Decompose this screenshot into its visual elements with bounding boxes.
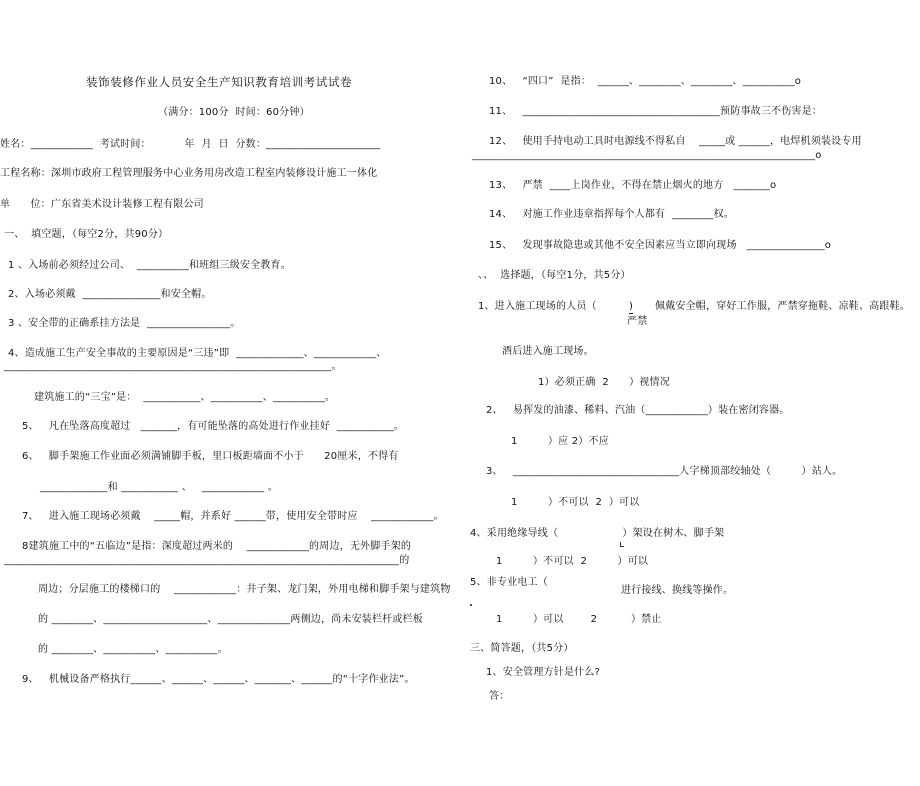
question-text: 进行接线、换线等操作。 [621, 585, 734, 596]
question-text: 13、 严禁 ____上岗作业，不得在禁止烟火的地方 _______o [489, 180, 777, 191]
question-text: 建筑施工的“三宝”是： ___________、__________、__________。 [34, 392, 336, 403]
question-text: 酒后进入施工现场。 [502, 346, 594, 357]
choice-options: 1）必须正确 2 ）视情况 [538, 377, 670, 388]
choice-options: 1 ）不可以 2 ）可以 [496, 556, 649, 567]
question-text: 1、进入施工现场的人员（ [478, 301, 597, 312]
exam-title: 装饰装修作业人员安全生产知识教育培训考试试卷 [86, 75, 353, 89]
question-text: 的 ________、__________、__________。 [38, 644, 228, 655]
question-text: 9、 机械设备严格执行______、______、______、_______、______的“十字作业法”。 [22, 674, 415, 685]
question-text: 3、 ________________________________人字梯顶部绞轴处（ ）站人。 [486, 466, 843, 477]
project-name-line: 工程名称：深圳市政府工程管理服务中心业务用房改造工程室内装修设计施工一体化 [0, 168, 378, 179]
question-text: 1 、入场前必须经过公司、 __________和班组三级安全教育。 [8, 260, 291, 271]
question-text: 3 、安全带的正确系挂方法是 ________________。 [8, 318, 241, 329]
answer-blank: ) [629, 301, 634, 312]
question-text: _____________和 ___________ 、 ____________ 。 [40, 482, 279, 493]
choice-options: 1 ）应 2）不应 [511, 436, 609, 447]
question-text: 2、入场必须戴 _______________和安全帽。 [8, 289, 212, 300]
choice-options: 1 ）可以 2 ）禁止 [496, 614, 662, 625]
question-text: 5、 凡在坠落高度超过 _______，有可能坠落的高处进行作业挂好 ___________。 [22, 421, 405, 432]
question-text: 12、 使用手持电动工具时电源线不得私自 _____或 ______，电焊机须装设专用 [489, 136, 862, 147]
question-text: 的 ________、____________________、______________两侧边，尚未安装栏杆或栏板 [38, 614, 423, 625]
question-text: 佩戴安全帽，穿好工作服，严禁穿拖鞋、凉鞋、高跟鞋。 [655, 301, 910, 312]
stray-mark [620, 542, 624, 547]
question-text: 6、 脚手架施工作业面必须满铺脚手板，里口板距墙面不小于 20厘米，不得有 [22, 451, 399, 462]
question-text: 5、非专业电工（ [470, 577, 548, 588]
section-fill-blank-heading: 一、 填空题，（每空2分，共90分） [4, 229, 169, 240]
stray-dot [470, 604, 472, 606]
question-text: 周边；分层施工的楼梯口的 ____________：井子架、龙门架，外用电梯和脚手架与建筑物 [38, 584, 451, 595]
answer-line: __________________________________________________________________o [472, 150, 822, 161]
question-text: 15、 发现事故隐患或其他不安全因素应当立即向现场 _______________o [489, 240, 832, 251]
question-text: 4、采用绝缘导线（ ）架设在树木、脚手架 [470, 528, 725, 539]
name-score-line: 姓名：____________ 考试时间： 年 月 日 分数：______________________ [0, 139, 381, 150]
section-choice-heading: 、、 选择题，（每空1分，共5分） [478, 270, 631, 281]
question-text: 8建筑施工中的“五临边”是指：深度超过两米的 ____________的周边，无外脚手架的 [22, 541, 412, 552]
exam-subtitle: （满分：100分 时间：60分钟） [158, 107, 310, 118]
question-text: 严禁 [627, 316, 648, 327]
company-unit-line: 单 位：广东省美术设计装修工程有限公司 [0, 199, 204, 210]
question-text: 14、 对施工作业违章指挥每个人都有 ________权。 [489, 209, 735, 220]
question-text: 1、安全管理方针是什么? [486, 667, 601, 678]
answer-line: ____________________________________________________________________________的 [4, 555, 410, 566]
question-text: 7、 进入施工现场必须戴 _____帽，并系好 ______带，使用安全带时应 ____________。 [22, 511, 444, 522]
question-text: 10、 “四口” 是指： ______、________、________、__________o [489, 76, 802, 87]
answer-line: _______________________________________________________________。 [4, 361, 342, 372]
question-text: 11、 ______________________________________预防事故三不伤害是： [489, 106, 823, 117]
section-short-answer-heading: 三、简答题，（共5分） [470, 643, 574, 654]
answer-label: 答： [489, 691, 510, 702]
question-text: 2、 易挥发的油漆、稀料、汽油（____________）装在密闭容器。 [486, 405, 790, 416]
question-text: 4、造成施工生产安全事故的主要原因是“三违”即 _____________、____________、 [8, 348, 387, 359]
choice-options: 1 ）不可以 2 ）可以 [511, 497, 640, 508]
